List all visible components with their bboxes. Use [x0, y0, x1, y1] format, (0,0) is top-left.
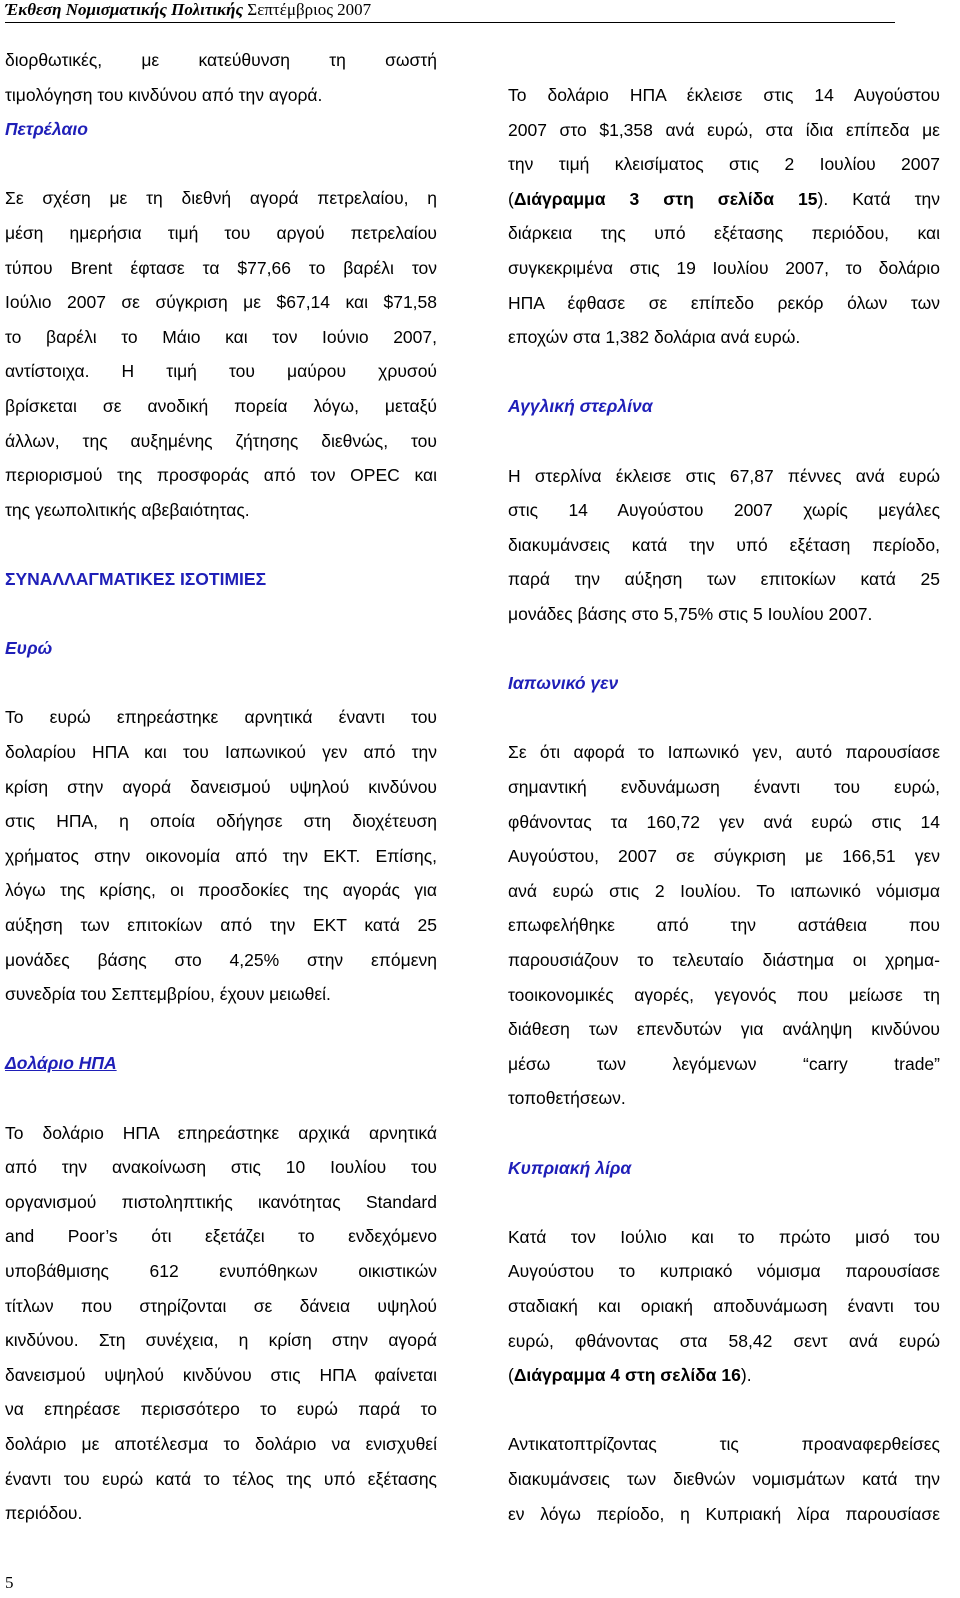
paragraph-line: σταδιακή και οριακή αποδυνάμωση έναντι του	[508, 1296, 940, 1316]
paragraph-line: εποχών στα 1,382 δολάρια ανά ευρώ.	[508, 327, 801, 348]
section-heading: Δολάριο ΗΠΑ	[5, 1053, 117, 1074]
paragraph-line: μονάδες βάσης στο 4,25% στην επόμενη	[5, 949, 437, 970]
paragraph-line: ευρώ, φθάνοντας στα 58,42 σεντ ανά ευρώ	[508, 1330, 940, 1351]
paragraph-line: στις 14 Αυγούστου 2007 χωρίς μεγάλες	[508, 500, 940, 521]
paragraph-line: κινδύνου. Στη συνέχεια, η κρίση στην αγορά	[5, 1330, 437, 1351]
section-heading: Ευρώ	[5, 638, 53, 659]
paragraph-line: επωφελήθηκε από την αστάθεια που	[508, 915, 940, 936]
paragraph-line: από την ανακοίνωση στις 10 Ιουλίου του	[5, 1157, 437, 1178]
paragraph-line: να επηρέασε περισσότερο το ευρώ παρά το	[5, 1399, 437, 1420]
paragraph-line: τοποθετήσεων.	[508, 1088, 626, 1109]
paragraph-line: λόγω της κρίσης, οι προσδοκίες της αγοράς για	[5, 880, 437, 901]
paragraph-line: μονάδες βάσης στο 5,75% στις 5 Ιουλίου 2007.	[508, 604, 873, 624]
section-heading: Κυπριακή λίρα	[508, 1157, 632, 1178]
paragraph-line: εν λόγω περίοδο, η Κυπριακή λίρα παρουσίασε	[508, 1503, 940, 1524]
paragraph-line: διακυμάνσεις κατά την υπό εξέταση περίοδο,	[508, 534, 940, 555]
paragraph-line: παρουσιάζουν το τελευταίο διάστημα οι χρημα-	[508, 950, 940, 970]
paragraph-line: ανά ευρώ στις 2 Ιουλίου. Το ιαπωνικό νόμισμα	[508, 880, 940, 901]
paragraph-line: αύξηση των επιτοκίων από την ΕΚΤ κατά 25	[5, 915, 437, 935]
section-heading: Αγγλική στερλίνα	[508, 396, 653, 417]
paragraph-line: Ιούλιο 2007 σε σύγκριση με $67,14 και $71,58	[5, 292, 437, 313]
paragraph-line: Η στερλίνα έκλεισε στις 67,87 πέννες ανά ευρώ	[508, 465, 940, 486]
paragraph-line: δολάριο με αποτέλεσμα το δολάριο να ενισχυθεί	[5, 1434, 437, 1454]
paragraph-line: διακυμάνσεις των διεθνών νομισμάτων κατά την	[508, 1469, 940, 1489]
paragraph-line: έναντι του ευρώ κατά το τέλος της υπό εξέτασης	[5, 1468, 437, 1489]
paragraph-line: της γεωπολιτικής αβεβαιότητας.	[5, 499, 250, 520]
paragraph-line: δολαρίου ΗΠΑ και του Ιαπωνικού γεν από την	[5, 742, 437, 762]
paragraph-line: διορθωτικές, με κατεύθυνση τη σωστή	[5, 50, 437, 70]
paragraph-line: Το ευρώ επηρεάστηκε αρνητικά έναντι του	[5, 707, 437, 728]
paragraph-line: συνεδρία του Σεπτεμβρίου, έχουν μειωθεί.	[5, 984, 331, 1005]
paragraph-line: δανεισμού υψηλού κινδύνου στις ΗΠΑ φαίνεται	[5, 1364, 437, 1385]
paragraph-line: Αντικατοπτρίζοντας τις προαναφερθείσες	[508, 1434, 940, 1455]
text-run: ).	[740, 1365, 752, 1386]
page-number: 5	[5, 1573, 14, 1592]
section-heading: Πετρέλαιο	[5, 119, 88, 140]
paragraph-line: τύπου Brent έφτασε τα $77,66 το βαρέλι τον	[5, 257, 437, 278]
paragraph-line: τιμολόγηση του κινδύνου από την αγορά.	[5, 84, 323, 105]
text-run: (	[508, 1365, 514, 1386]
paragraph-line: χρήματος στην οικονομία από την ΕΚΤ. Επίσης,	[5, 845, 437, 866]
paragraph-line: άλλων, της αυξημένης ζήτησης διεθνώς, του	[5, 430, 437, 451]
paragraph-line: Το δολάριο ΗΠΑ έκλεισε στις 14 Αυγούστου	[508, 85, 940, 105]
paragraph-line	[508, 1364, 940, 1398]
figure-reference: Διάγραμμα 3 στη σελίδα 15	[513, 188, 818, 209]
running-header	[5, 0, 895, 23]
paragraph-line: Κατά τον Ιούλιο και το πρώτο μισό του	[508, 1226, 940, 1247]
text-run: (	[508, 188, 514, 209]
paragraph-line: 2007 στο $1,358 ανά ευρώ, στα ίδια επίπεδα με	[508, 119, 940, 140]
paragraph-line: Το δολάριο ΗΠΑ επηρεάστηκε αρχικά αρνητικά	[5, 1122, 437, 1143]
paragraph-line	[508, 188, 940, 222]
paragraph-line: τίτλων που στηρίζονται σε δάνεια υψηλού	[5, 1295, 437, 1316]
paragraph-line: μέσω των λεγόμενων “carry trade”	[508, 1053, 940, 1074]
text-run: ). Κατά την	[817, 188, 940, 209]
header-date: Σεπτέμβριος 2007	[243, 0, 372, 19]
paragraph-line: συγκεκριμένα στις 19 Ιουλίου 2007, το δολάριο	[508, 258, 940, 278]
paragraph-line: το βαρέλι το Μάιο και τον Ιούνιο 2007,	[5, 326, 437, 347]
section-heading: ΣΥΝΑΛΛΑΓΜΑΤΙΚΕΣ ΙΣΟΤΙΜΙΕΣ	[5, 569, 267, 589]
paragraph-line: and Poor’s ότι εξετάζει το ενδεχόμενο	[5, 1226, 437, 1247]
paragraph-line: μέση ημερήσια τιμή του αργού πετρελαίου	[5, 223, 437, 243]
paragraph-line: παρά την αύξηση των επιτοκίων κατά 25	[508, 569, 940, 590]
paragraph-line: διάρκεια της υπό εξέτασης περιόδου, και	[508, 223, 940, 244]
section-heading: Ιαπωνικό γεν	[508, 673, 619, 694]
header-title: Έκθεση Νομισματικής Πολιτικής	[5, 0, 244, 19]
paragraph-line: Αυγούστου, 2007 σε σύγκριση με 166,51 γεν	[508, 846, 940, 867]
paragraph-line: περιορισμού της προσφοράς από τον OPEC και	[5, 465, 437, 486]
paragraph-line: σημαντική ενδυνάμωση έναντι του ευρώ,	[508, 777, 940, 797]
paragraph-line: την τιμή κλεισίματος στις 2 Ιουλίου 2007	[508, 154, 940, 175]
paragraph-line: Σε ότι αφορά το Ιαπωνικό γεν, αυτό παρουσίασε	[508, 742, 940, 763]
paragraph-line: Σε σχέση με τη διεθνή αγορά πετρελαίου, η	[5, 188, 437, 209]
figure-reference: Διάγραμμα 4 στη σελίδα 16	[513, 1365, 741, 1386]
paragraph-line: αντίστοιχα. Η τιμή του μαύρου χρυσού	[5, 361, 437, 382]
paragraph-line: περιόδου.	[5, 1503, 83, 1524]
paragraph-line: υποβάθμισης 612 ενυπόθηκων οικιστικών	[5, 1261, 437, 1281]
paragraph-line: φθάνοντας τα 160,72 γεν ανά ευρώ στις 14	[508, 811, 940, 832]
paragraph-line: οργανισμού πιστοληπτικής ικανότητας Standard	[5, 1191, 437, 1212]
paragraph-line: τοοικονομικές αγορές, γεγονός που μείωσε τη	[508, 984, 940, 1005]
paragraph-line: κρίση στην αγορά δανεισμού υψηλού κινδύνου	[5, 776, 437, 797]
paragraph-line: στις ΗΠΑ, η οποία οδήγησε στη διοχέτευση	[5, 811, 437, 832]
paragraph-line: Αυγούστου το κυπριακό νόμισμα παρουσίασε	[508, 1261, 940, 1282]
paragraph-line: ΗΠΑ έφθασε σε επίπεδο ρεκόρ όλων των	[508, 292, 940, 313]
paragraph-line: διάθεση των επενδυτών για ανάληψη κινδύνου	[508, 1019, 940, 1040]
paragraph-line: βρίσκεται σε ανοδική πορεία λόγω, μεταξύ	[5, 396, 437, 416]
